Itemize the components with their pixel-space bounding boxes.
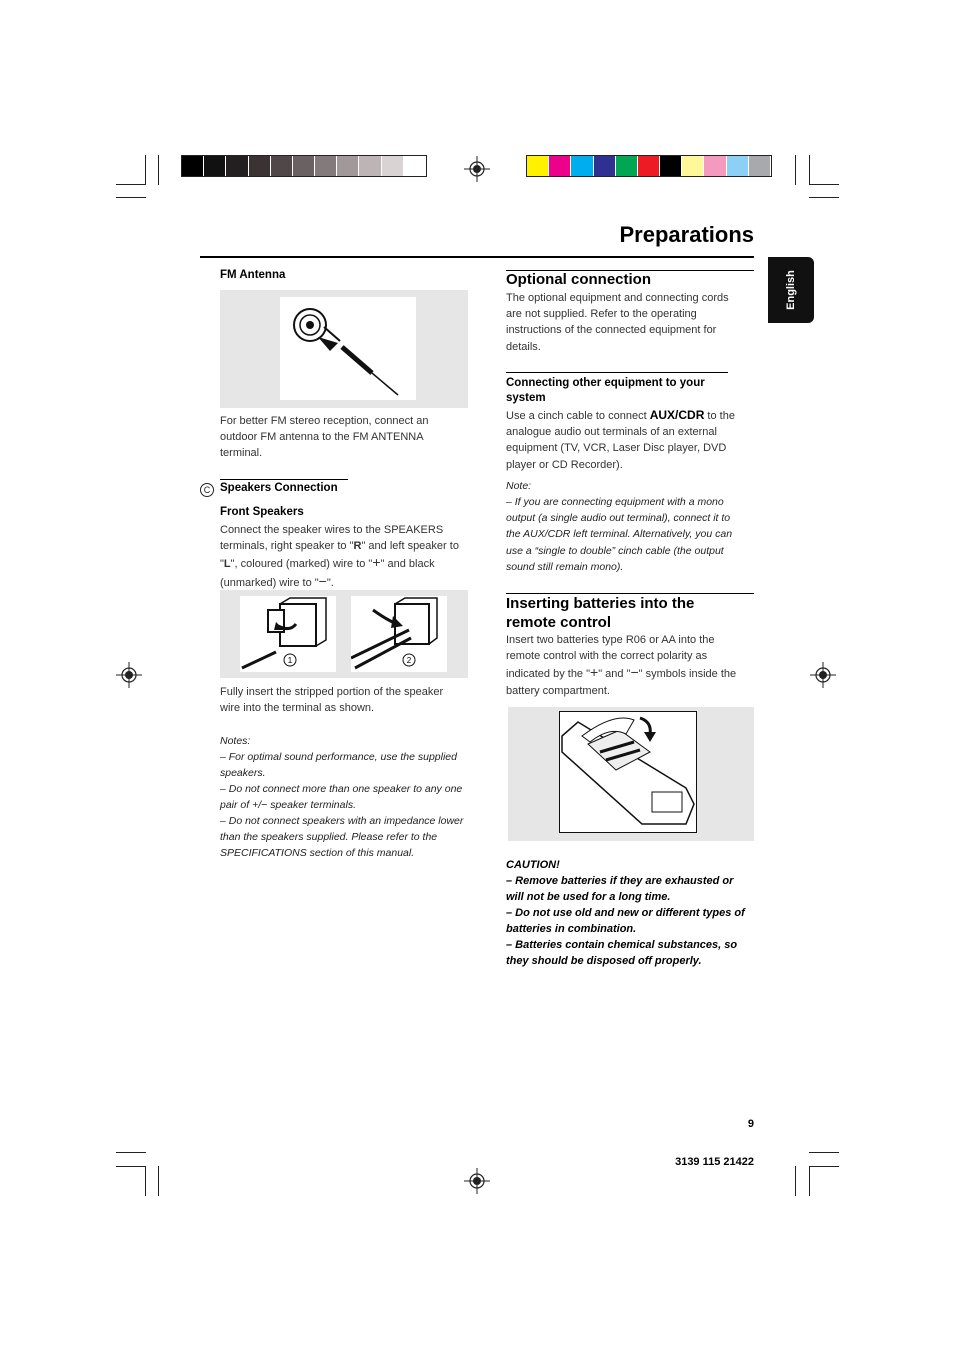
- color-swatch: [226, 156, 247, 176]
- speakers-rule: [220, 479, 348, 480]
- color-swatch: [315, 156, 336, 176]
- registration-mark-bottom: [464, 1168, 490, 1194]
- speaker-terminal-figure: [220, 590, 468, 678]
- gray-color-bar: [181, 155, 427, 177]
- document-code: 3139 115 21422: [675, 1156, 754, 1168]
- remote-battery-figure: [508, 707, 754, 841]
- notes-item-3: – Do not connect speakers with an impedance lower than the speakers supplied. Please refer to the SPECIFICATIONS section of this manual.: [220, 815, 464, 860]
- speaker-wire-caption: Fully insert the stripped portion of the speaker wire into the terminal as shown.: [220, 686, 444, 715]
- color-swatch: [571, 156, 592, 176]
- color-swatch: [704, 156, 725, 176]
- color-swatch: [749, 156, 770, 176]
- color-swatch: [404, 156, 425, 176]
- connecting-note-text: – If you are connecting equipment with a mono output (a single audio out terminal), connect it to the AUX/CDR left terminal. Alternatively, you can use a “single to double” cinch cable (the output sound still remain mono).: [506, 496, 733, 573]
- speakers-heading: Speakers Connection: [220, 482, 338, 494]
- front-speakers-subheading: Front Speakers: [220, 506, 304, 518]
- caution-item-1: – Remove batteries if they are exhausted or will not be used for a long time.: [506, 875, 734, 903]
- color-swatch: [204, 156, 225, 176]
- color-swatch: [727, 156, 748, 176]
- figure-label-2: 2: [406, 656, 412, 665]
- color-swatch: [527, 156, 548, 176]
- caution-item-2: – Do not use old and new or different types of batteries in combination.: [506, 907, 745, 935]
- color-swatch: [638, 156, 659, 176]
- speakers-marker: C: [200, 483, 214, 497]
- speaker-terminal-closed-illustration: [351, 596, 447, 672]
- connecting-text: Use a cinch cable to connect AUX/CDR to the analogue audio out terminals of an external equipment (TV, VCR, Laser Disc player, DVD player or CD Recorder).: [506, 408, 735, 471]
- connecting-rule: [506, 372, 728, 373]
- registration-mark-right: [810, 662, 836, 688]
- color-swatch: [337, 156, 358, 176]
- page-title: Preparations: [619, 222, 754, 247]
- caution-item-3: – Batteries contain chemical substances, so they should be disposed off properly.: [506, 939, 738, 967]
- color-swatch: [249, 156, 270, 176]
- color-swatch: [182, 156, 203, 176]
- color-swatch: [549, 156, 570, 176]
- optional-connection-text: The optional equipment and connecting cords are not supplied. Refer to the operating instructions of the connected equipment for details.: [506, 292, 729, 353]
- color-swatch: [359, 156, 380, 176]
- optional-connection-heading: Optional connection: [506, 271, 651, 288]
- title-rule: [200, 256, 754, 258]
- connecting-note-heading: Note:: [506, 480, 532, 492]
- batteries-heading: Inserting batteries into the remote control: [506, 595, 695, 631]
- speakers-text: Connect the speaker wires to the SPEAKERS terminals, right speaker to "R" and left speaker to "L", coloured (marked) wire to "+" and black (unmarked) wire to "−".: [220, 524, 459, 589]
- figure-label-1: 1: [287, 656, 293, 665]
- notes-heading: Notes:: [220, 735, 251, 747]
- antenna-plug-illustration: [280, 297, 416, 400]
- connecting-heading: Connecting other equipment to your system: [506, 377, 705, 404]
- color-swatch: [682, 156, 703, 176]
- notes-item-2: – Do not connect more than one speaker to any one pair of +/− speaker terminals.: [220, 783, 463, 812]
- language-tab: [768, 257, 814, 323]
- registration-mark-top: [464, 156, 490, 182]
- color-swatch: [271, 156, 292, 176]
- fm-antenna-heading: FM Antenna: [220, 269, 286, 281]
- notes-item-1: – For optimal sound performance, use the supplied speakers.: [220, 751, 457, 780]
- speaker-terminal-open-illustration: [240, 596, 336, 672]
- color-swatch: [660, 156, 681, 176]
- color-swatch: [594, 156, 615, 176]
- process-color-bar: [526, 155, 772, 177]
- language-tab-label: English: [785, 270, 797, 310]
- remote-control-illustration: [560, 712, 696, 832]
- color-swatch: [382, 156, 403, 176]
- fm-antenna-text: For better FM stereo reception, connect an outdoor FM antenna to the FM ANTENNA terminal.: [220, 415, 429, 460]
- fm-antenna-figure: [220, 290, 468, 408]
- caution-heading: CAUTION!: [506, 859, 560, 871]
- registration-mark-left: [116, 662, 142, 688]
- page-number: 9: [747, 1118, 754, 1130]
- color-swatch: [293, 156, 314, 176]
- batteries-text: Insert two batteries type R06 or AA into the remote control with the correct polarity as indicated by the "+" and "−" symbols inside the battery compartment.: [506, 634, 737, 697]
- color-swatch: [616, 156, 637, 176]
